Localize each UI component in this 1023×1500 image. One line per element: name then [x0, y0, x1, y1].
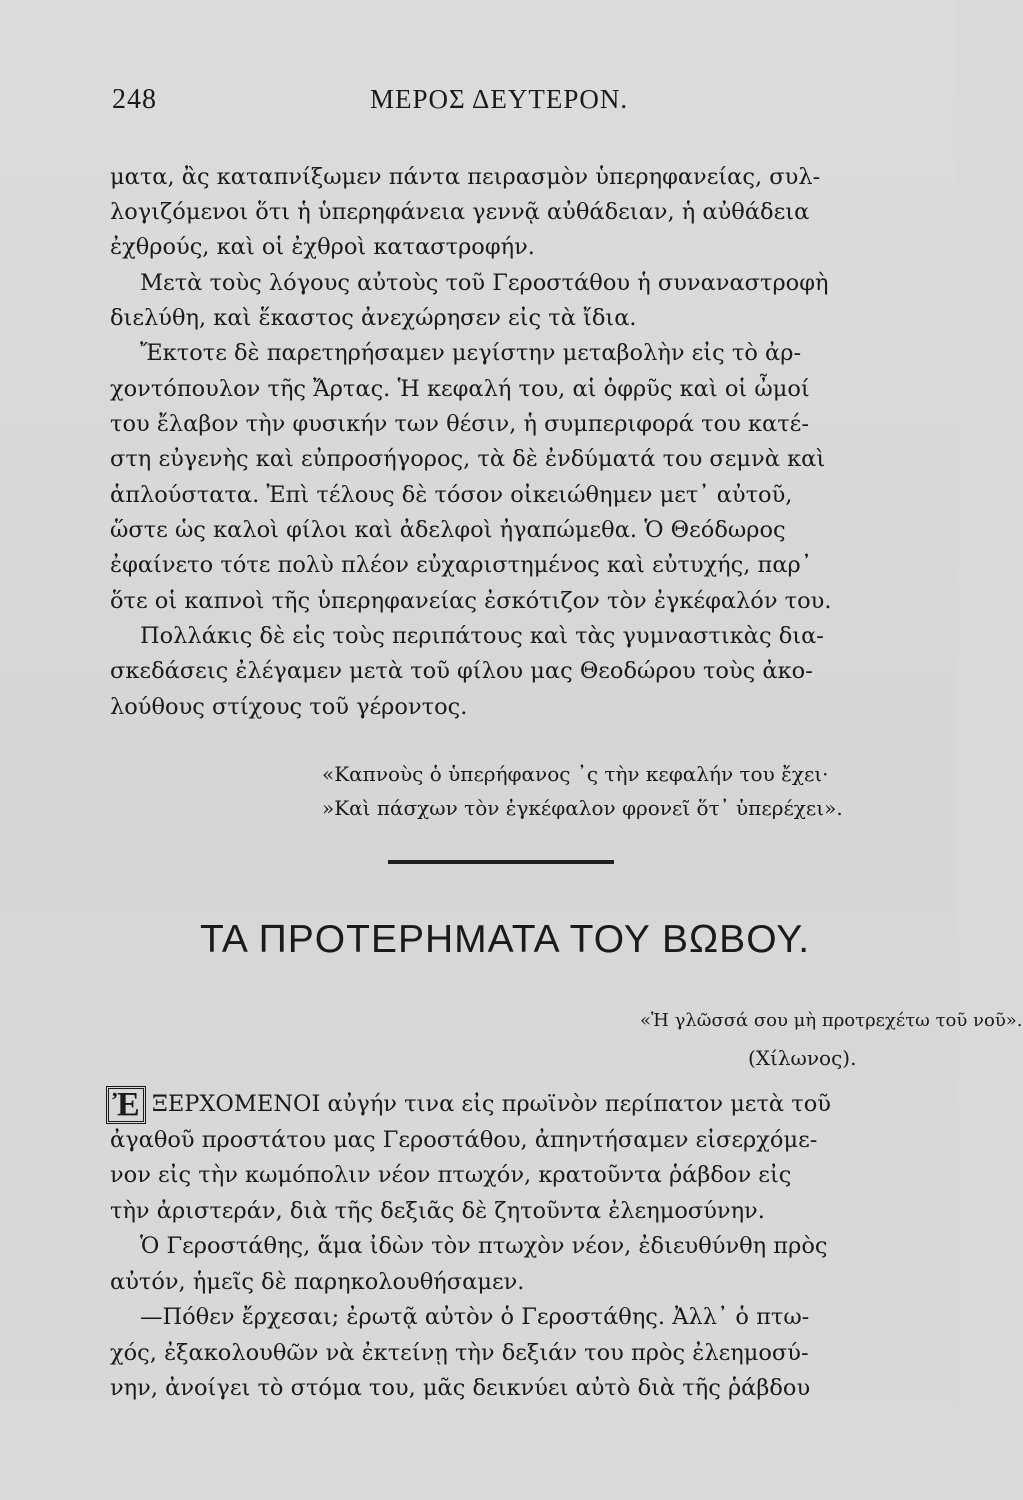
text-line: ὥστε ὡς καλοὶ φίλοι καὶ ἀδελφοὶ ἠγαπώμεθα. Ὁ Θεόδωρος	[110, 517, 786, 543]
text-line: τὴν ἀριστεράν, διὰ τῆς δεξιᾶς δὲ ζητοῦντα ἐλεημοσύνην.	[110, 1198, 765, 1224]
verse-quote	[110, 764, 925, 824]
text-line: ΞΕΡΧΟΜΕΝΟΙ αὐγήν τινα εἰς πρωϊνὸν περίπατον μετὰ τοῦ	[152, 1091, 831, 1117]
text-line: ἀγαθοῦ προστάτου μας Γεροστάθου, ἀπηντήσαμεν εἰσερχόμε-	[110, 1127, 818, 1153]
text-line: νον εἰς τὴν κωμόπολιν νέον πτωχόν, κρατοῦντα ῥάβδον εἰς	[110, 1162, 792, 1188]
text-line: χός, ἐξακολουθῶν νὰ ἐκτείνῃ τὴν δεξιάν του πρὸς ἐλεημοσύ-	[110, 1340, 809, 1366]
text-line: νην, ἀνοίγει τὸ στόμα του, μᾶς δεικνύει αὐτὸ διὰ τῆς ῥάβδου	[110, 1375, 811, 1401]
text-line: ὅτε οἱ καπνοὶ τῆς ὑπερηφανείας ἐσκότιζον τὸν ἐγκέφαλόν του.	[110, 588, 832, 614]
text-line: —Πόθεν ἔρχεσαι; ἐρωτᾷ αὐτὸν ὁ Γεροστάθης. Ἀλλ᾽ ὁ πτω-	[140, 1304, 810, 1330]
running-title: ΜΕΡΟΣ ΔΕΥΤΕΡΟΝ.	[370, 84, 629, 114]
text-line: ματα, ἂς καταπνίξωμεν πάντα πειρασμὸν ὑπερηφανείας, συλ-	[110, 164, 821, 190]
section-divider	[388, 860, 614, 864]
text-line: χοντόπουλον τῆς Ἄρτας. Ἡ κεφαλή του, αἱ ὀφρῦς καὶ οἱ ὦμοί	[110, 376, 810, 402]
text-line: Μετὰ τοὺς λόγους αὐτοὺς τοῦ Γεροστάθου ἡ συναναστροφὴ	[140, 270, 829, 296]
verse-line: »Καὶ πάσχων τὸν ἐγκέφαλον φρονεῖ ὅτ᾽ ὑπερέχει».	[322, 796, 843, 820]
section-text	[110, 166, 925, 766]
text-line: σκεδάσεις ἐλέγαμεν μετὰ τοῦ φίλου μας Θεοδώρου τοὺς ἀκο-	[110, 658, 813, 684]
epigraph-source: (Χίλωνος).	[748, 1046, 857, 1070]
text-line: Ἔκτοτε δὲ παρετηρήσαμεν μεγίστην μεταβολὴν εἰς τὸ ἀρ-	[140, 340, 802, 366]
text-line: ἐφαίνετο τότε πολὺ πλέον εὐχαριστημένος καὶ εὐτυχής, παρ᾽	[110, 552, 813, 578]
chapter-title: ΤΑ ΠΡΟΤΕΡΗΜΑΤΑ ΤΟΥ ΒΩΒΟΥ.	[200, 918, 811, 961]
text-line: λούθους στίχους τοῦ γέροντος.	[110, 694, 468, 720]
running-head	[112, 84, 846, 124]
text-line: ἐχθρούς, καὶ οἱ ἐχθροὶ καταστροφήν.	[110, 234, 535, 260]
text-line: διελύθη, καὶ ἕκαστος ἀνεχώρησεν εἰς τὰ ἴδια.	[110, 305, 637, 331]
text-line: του ἔλαβον τὴν φυσικήν των θέσιν, ἡ συμπεριφορά του κατέ-	[110, 411, 809, 437]
page-number: 248	[112, 84, 157, 115]
text-line: Ὁ Γεροστάθης, ἅμα ἰδὼν τὸν πτωχὸν νέον, ἐδιευθύνθη πρὸς	[140, 1233, 828, 1259]
text-line: στη εὐγενὴς καὶ εὐπροσήγορος, τὰ δὲ ἐνδύματά του σεμνὰ καὶ	[110, 446, 826, 472]
chapter-text	[110, 1093, 925, 1493]
text-line: αὐτόν, ἡμεῖς δὲ παρηκολουθήσαμεν.	[110, 1269, 525, 1295]
text-line: ἁπλούστατα. Ἐπὶ τέλους δὲ τόσον οἰκειώθημεν μετ᾽ αὐτοῦ,	[110, 482, 793, 508]
initial-capital: Ἐ	[106, 1086, 146, 1124]
text-line: Πολλάκις δὲ εἰς τοὺς περιπάτους καὶ τὰς γυμναστικὰς δια-	[140, 623, 824, 649]
verse-line: «Καπνοὺς ὁ ὑπερήφανος ᾽ς τὴν κεφαλήν του ἔχει·	[322, 762, 829, 786]
epigraph: «Ἡ γλῶσσά σου μὴ προτρεχέτω τοῦ νοῦ».	[640, 1010, 1023, 1031]
text-line: λογιζόμενοι ὅτι ἡ ὑπερηφάνεια γεννᾷ αὐθάδειαν, ἡ αὐθάδεια	[110, 199, 810, 225]
